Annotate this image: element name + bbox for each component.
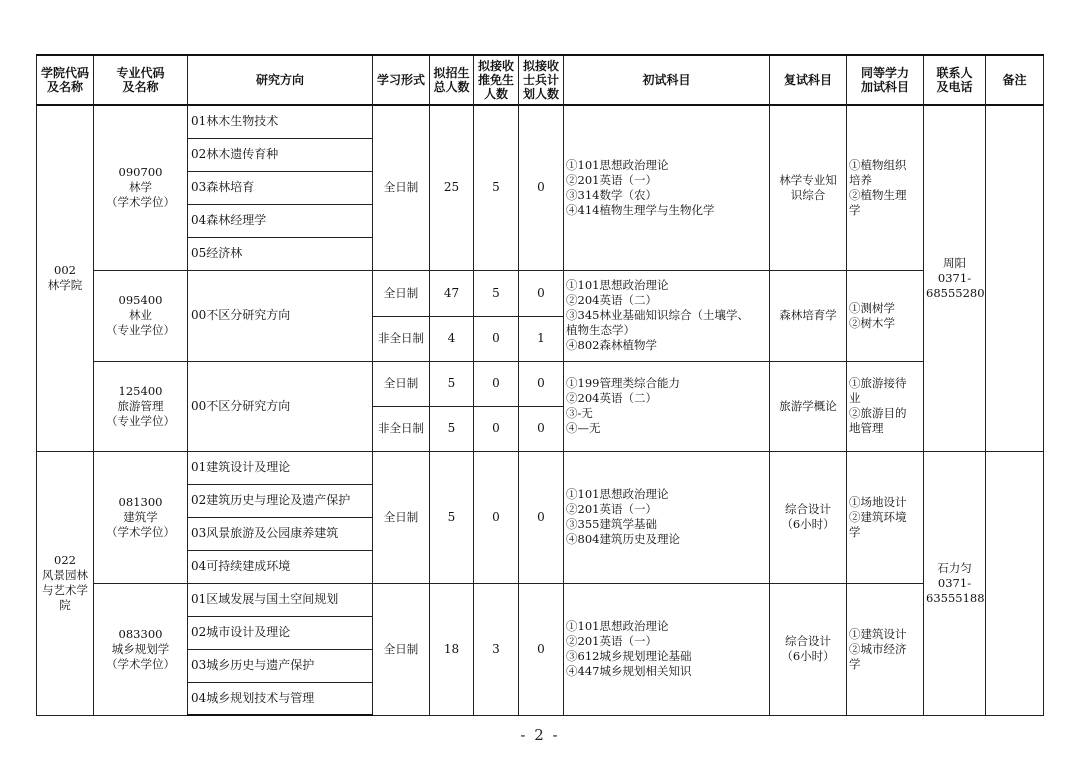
- table-row: [37, 451, 1044, 484]
- exam-subjects: ①199管理类综合能力 ②204英语（二） ③-无 ④—无: [564, 361, 770, 451]
- header-exempt: 拟接收 推免生 人数: [474, 55, 519, 105]
- research-direction: 03森林培育: [188, 171, 373, 204]
- extra-subjects: ①建筑设计 ②城市经济 学: [847, 583, 924, 715]
- retest-subject: 森林培育学: [770, 270, 847, 361]
- contact: 周阳 0371- 68555280: [924, 105, 986, 451]
- study-mode: 非全日制: [373, 316, 430, 361]
- extra-subjects: ①植物组织 培养 ②植物生理 学: [847, 105, 924, 270]
- soldier-count: 0: [519, 270, 564, 316]
- header-exam: 初试科目: [564, 55, 770, 105]
- exempt-count: 0: [474, 451, 519, 583]
- exam-subjects: ①101思想政治理论 ②201英语（一） ③314数学（农） ④414植物生理学与生物化学: [564, 105, 770, 270]
- exempt-count: 0: [474, 316, 519, 361]
- remark: [986, 451, 1044, 715]
- research-direction: 02建筑历史与理论及遗产保护: [188, 484, 373, 517]
- research-direction: 03风景旅游及公园康养建筑: [188, 517, 373, 550]
- header-remark: 备注: [986, 55, 1044, 105]
- research-direction: 04可持续建成环境: [188, 550, 373, 583]
- research-direction: 02林木遗传育种: [188, 138, 373, 171]
- header-total: 拟招生 总人数: [430, 55, 474, 105]
- total-count: 5: [430, 406, 474, 451]
- major-name: 090700 林学 （学术学位）: [94, 105, 188, 270]
- remark: [986, 105, 1044, 451]
- study-mode: 全日制: [373, 105, 430, 270]
- research-direction: 00不区分研究方向: [188, 270, 373, 361]
- exempt-count: 5: [474, 105, 519, 270]
- page-number: - 2 -: [520, 726, 560, 744]
- research-direction: 03城乡历史与遗产保护: [188, 649, 373, 682]
- major-name: 083300 城乡规划学 （学术学位）: [94, 583, 188, 715]
- soldier-count: 1: [519, 316, 564, 361]
- total-count: 5: [430, 451, 474, 583]
- research-direction: 05经济林: [188, 237, 373, 270]
- extra-subjects: ①测树学 ②树木学: [847, 270, 924, 361]
- header-row: [37, 55, 1044, 105]
- table-row: [37, 583, 1044, 616]
- exam-subjects: ①101思想政治理论 ②201英语（一） ③355建筑学基础 ④804建筑历史及理论: [564, 451, 770, 583]
- exempt-count: 5: [474, 270, 519, 316]
- table-row: [37, 361, 1044, 406]
- total-count: 5: [430, 361, 474, 406]
- exam-subjects: ①101思想政治理论 ②204英语（二） ③345林业基础知识综合（土壤学、 植物生态学） ④802森林植物学: [564, 270, 770, 361]
- research-direction: 02城市设计及理论: [188, 616, 373, 649]
- extra-subjects: ①旅游接待 业 ②旅游目的 地管理: [847, 361, 924, 451]
- extra-subjects: ①场地设计 ②建筑环境 学: [847, 451, 924, 583]
- exempt-count: 0: [474, 361, 519, 406]
- total-count: 18: [430, 583, 474, 715]
- total-count: 4: [430, 316, 474, 361]
- header-major: 专业代码 及名称: [94, 55, 188, 105]
- study-mode: 全日制: [373, 451, 430, 583]
- contact: 石力匀 0371- 63555188: [924, 451, 986, 715]
- header-contact: 联系人 及电话: [924, 55, 986, 105]
- research-direction: 01建筑设计及理论: [188, 451, 373, 484]
- header-direction: 研究方向: [188, 55, 373, 105]
- header-study-mode: 学习形式: [373, 55, 430, 105]
- retest-subject: 旅游学概论: [770, 361, 847, 451]
- exempt-count: 3: [474, 583, 519, 715]
- header-retest: 复试科目: [770, 55, 847, 105]
- major-name: 125400 旅游管理 （专业学位）: [94, 361, 188, 451]
- admissions-table: [36, 54, 1044, 716]
- soldier-count: 0: [519, 361, 564, 406]
- college-name: 022 风景园林 与艺术学 院: [37, 451, 94, 715]
- table-row: [37, 270, 1044, 316]
- major-name: 081300 建筑学 （学术学位）: [94, 451, 188, 583]
- study-mode: 全日制: [373, 583, 430, 715]
- soldier-count: 0: [519, 406, 564, 451]
- header-extra: 同等学力 加试科目: [847, 55, 924, 105]
- table-row: [37, 105, 1044, 138]
- research-direction: 04森林经理学: [188, 204, 373, 237]
- total-count: 47: [430, 270, 474, 316]
- research-direction: 01林木生物技术: [188, 105, 373, 138]
- retest-subject: 综合设计 （6小时）: [770, 451, 847, 583]
- retest-subject: 综合设计 （6小时）: [770, 583, 847, 715]
- college-name: 002 林学院: [37, 105, 94, 451]
- research-direction: 00不区分研究方向: [188, 361, 373, 451]
- exempt-count: 0: [474, 406, 519, 451]
- study-mode: 全日制: [373, 270, 430, 316]
- research-direction: 04城乡规划技术与管理: [188, 682, 373, 715]
- header-soldier: 拟接收 士兵计 划人数: [519, 55, 564, 105]
- research-direction: 01区域发展与国土空间规划: [188, 583, 373, 616]
- major-name: 095400 林业 （专业学位）: [94, 270, 188, 361]
- soldier-count: 0: [519, 105, 564, 270]
- soldier-count: 0: [519, 583, 564, 715]
- soldier-count: 0: [519, 451, 564, 583]
- exam-subjects: ①101思想政治理论 ②201英语（一） ③612城乡规划理论基础 ④447城乡规划相关知识: [564, 583, 770, 715]
- study-mode: 非全日制: [373, 406, 430, 451]
- header-college: 学院代码 及名称: [37, 55, 94, 105]
- total-count: 25: [430, 105, 474, 270]
- study-mode: 全日制: [373, 361, 430, 406]
- retest-subject: 林学专业知 识综合: [770, 105, 847, 270]
